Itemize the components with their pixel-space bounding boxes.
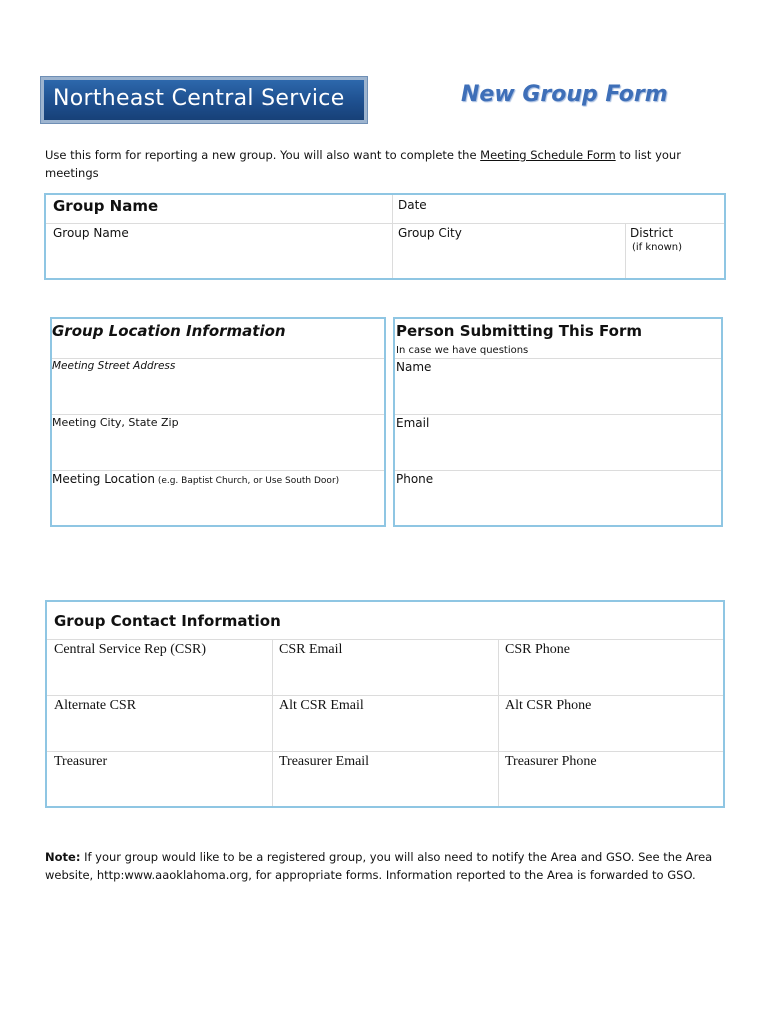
submitter-name-field[interactable]: Name	[396, 360, 432, 374]
meeting-street-address-field[interactable]: Meeting Street Address	[52, 360, 176, 372]
treasurer-phone-field[interactable]: Treasurer Phone	[505, 754, 597, 769]
meeting-location-label: Meeting Location	[52, 472, 155, 486]
submitter-phone-field[interactable]: Phone	[396, 472, 434, 486]
group-location-heading: Group Location Information	[52, 322, 286, 340]
meeting-location-hint: (e.g. Baptist Church, or Use South Door)	[154, 476, 340, 486]
note-body: If your group would like to be a registered group, you will also need to notify the Area and GSO. See the Area website, http:www.aaoklahoma.org, for appropriate forms. Information reported to the Area is forwarded to GSO.	[45, 850, 713, 882]
note-text	[45, 848, 725, 884]
group-contact-section	[45, 600, 725, 808]
treasurer-name-field[interactable]: Treasurer	[54, 754, 108, 769]
meeting-location-field[interactable]	[52, 472, 339, 486]
group-name-field[interactable]: Group Name	[53, 226, 129, 240]
logo-text: Northeast Central Service	[53, 86, 345, 111]
csr-email-field[interactable]: CSR Email	[279, 642, 343, 657]
group-city-field[interactable]: Group City	[398, 226, 462, 240]
meeting-schedule-form-link[interactable]: Meeting Schedule Form	[480, 148, 616, 162]
group-contact-heading: Group Contact Information	[54, 612, 281, 630]
district-hint: (if known)	[632, 242, 683, 253]
submitter-heading: Person Submitting This Form	[396, 322, 642, 340]
group-location-section	[50, 317, 386, 527]
csr-phone-field[interactable]: CSR Phone	[505, 642, 570, 657]
alt-csr-name-field[interactable]: Alternate CSR	[54, 698, 137, 713]
intro-after: to list your meetings	[45, 148, 681, 180]
note-label: Note:	[45, 850, 81, 864]
date-field[interactable]: Date	[398, 198, 427, 212]
meeting-city-state-zip-field[interactable]: Meeting City, State Zip	[52, 416, 179, 429]
csr-name-field[interactable]: Central Service Rep (CSR)	[54, 642, 207, 657]
alt-csr-email-field[interactable]: Alt CSR Email	[279, 698, 364, 713]
submitter-subheading: In case we have questions	[396, 345, 529, 356]
intro-before: Use this form for reporting a new group. You will also want to complete the	[45, 148, 481, 162]
intro-text	[45, 146, 725, 182]
treasurer-email-field[interactable]: Treasurer Email	[279, 754, 370, 769]
organization-logo	[40, 76, 368, 124]
group-name-heading: Group Name	[53, 197, 159, 215]
submitter-email-field[interactable]: Email	[396, 416, 430, 430]
alt-csr-phone-field[interactable]: Alt CSR Phone	[505, 698, 592, 713]
group-name-section	[44, 193, 726, 280]
submitter-section	[393, 317, 723, 527]
district-field[interactable]: District	[630, 226, 674, 240]
page-title: New Group Form	[461, 82, 668, 107]
